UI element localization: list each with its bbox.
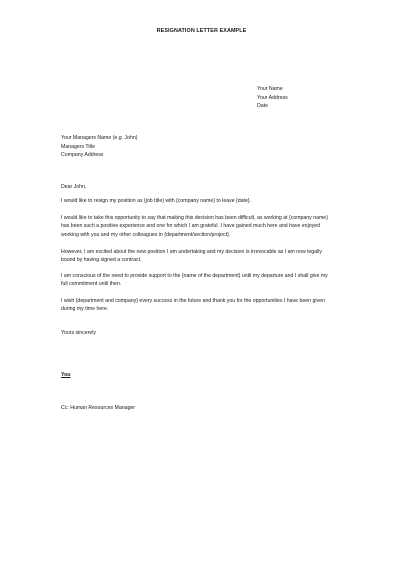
sender-date: Date <box>257 103 268 110</box>
signature: You <box>61 372 71 378</box>
paragraph-line: full commitment until then. <box>61 281 122 288</box>
recipient-block <box>61 134 138 160</box>
paragraph-line: has been such a positive experience and one for which I am grateful. I have gained much here and have enjoyed <box>61 223 320 230</box>
paragraph-3 <box>61 248 353 265</box>
closing <box>61 329 353 337</box>
paragraph-line: I would like to take this opportunity to say that making this decision has been difficult, as working at {company name} <box>61 215 328 221</box>
paragraph-line: I would like to resign my position as {job title} with {company name} to leave {date}. <box>61 198 252 204</box>
paragraph-line: during my time here. <box>61 306 109 313</box>
recipient-title: Managers Title <box>61 143 96 150</box>
sender-name: Your Name <box>257 86 283 92</box>
salutation <box>61 183 353 191</box>
page-title: RESIGNATION LETTER EXAMPLE <box>156 28 247 34</box>
recipient-address: Company Address <box>61 152 104 159</box>
cc-line: Cc: Human Resources Manager <box>61 405 136 411</box>
paragraph-line: bound by having signed a contract. <box>61 257 142 264</box>
paragraph-line: However, I am excited about the new position I am undertaking and my decision is irrevocable as I am now legally <box>61 249 322 255</box>
paragraph-1 <box>61 197 353 205</box>
salutation-text: Dear John, <box>61 184 87 190</box>
paragraph-line: I wish {department and company} every success in the future and thank you for the opportunities I have been given <box>61 298 325 304</box>
paragraph-line: working with you and my other colleagues in {department/section/project}. <box>61 231 231 238</box>
closing-text: Yours sincerely <box>61 330 96 336</box>
sender-address: Your Address <box>257 94 288 101</box>
paragraph-line: I am conscious of the need to provide support to the {name of the department} until my departure and I shall give my <box>61 273 328 279</box>
paragraph-2 <box>61 214 353 239</box>
recipient-name: Your Managers Name (e.g. John) <box>61 135 138 141</box>
sender-block <box>257 85 288 111</box>
paragraph-5 <box>61 297 353 314</box>
paragraph-4 <box>61 272 353 289</box>
